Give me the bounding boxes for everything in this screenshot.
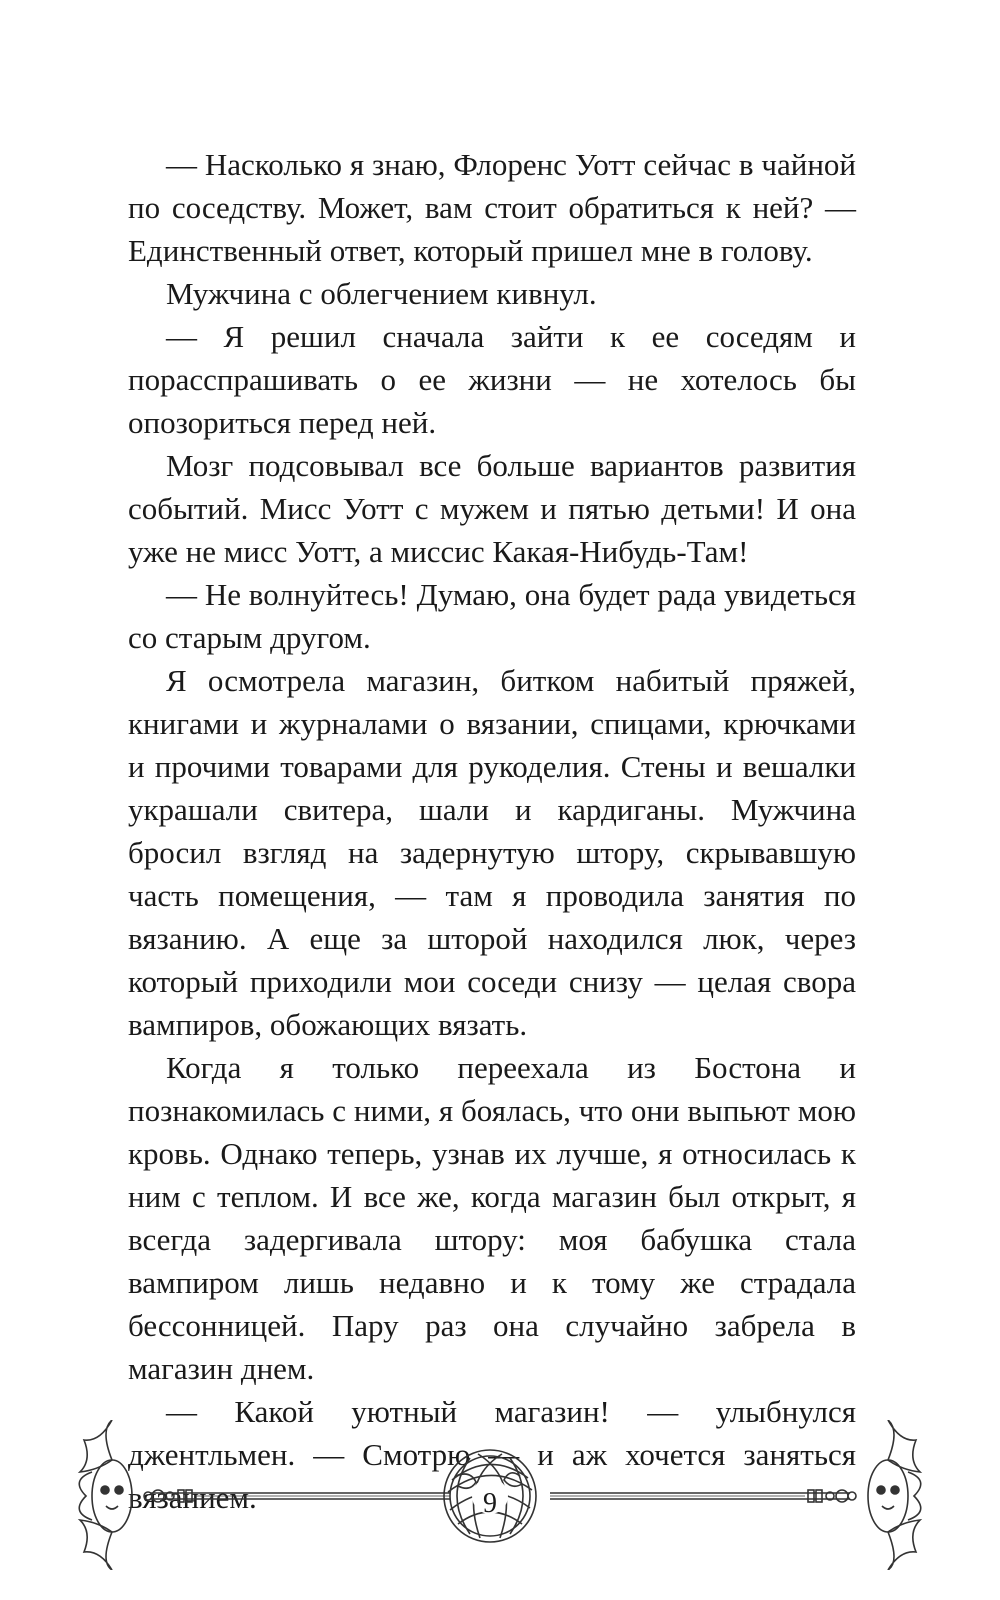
left-beads <box>144 1490 192 1502</box>
paragraph: Когда я только переехала из Бостона и познакомилась с ними, я боялась, что они выпьют мою кровь. Однако теперь, узнав их лучше, я относилась к ним с теплом. И все же, когда магазин был открыт, я всегда задергивала штору: моя бабушка стала вампиром лишь недавно и к тому же страдала бессонницей. Пару раз она случайно забрела в магазин днем. <box>128 1050 856 1386</box>
body-text <box>128 143 856 1519</box>
paragraph: — Не волнуйтесь! Думаю, она будет рада увидеться со старым другом. <box>128 577 856 655</box>
paragraph: Мужчина с облегчением кивнул. <box>166 276 597 311</box>
right-beads <box>808 1490 856 1502</box>
paragraph: — Насколько я знаю, Флоренс Уотт сейчас в чайной по соседству. Может, вам стоит обратиться к ней? — Единственный ответ, который пришел мне в голову. <box>128 147 856 268</box>
left-rod <box>150 1493 450 1499</box>
right-rod <box>550 1493 850 1499</box>
page-number: 9 <box>483 1488 497 1519</box>
right-bat-icon <box>868 1420 921 1570</box>
left-bat-icon <box>79 1420 132 1570</box>
paragraph: Мозг подсовывал все больше вариантов развития событий. Мисс Уотт с мужем и пятью детьми! И она уже не мисс Уотт, а миссис Какая-Нибудь-Там! <box>128 448 856 569</box>
paragraph: Я осмотрела магазин, битком набитый пряжей, книгами и журналами о вязании, спицами, крючками и прочими товарами для рукоделия. Стены и вешалки украшали свитера, шали и кардиганы. Мужчина бросил взгляд на задернутую штору, скрывавшую часть помещения, — там я проводила занятия по вязанию. А еще за шторой находился люк, через который приходили мои соседи снизу — целая свора вампиров, обожающих вязать. <box>128 663 856 1042</box>
paragraph: — Я решил сначала зайти к ее соседям и порасспрашивать о ее жизни — не хотелось бы опозориться перед ней. <box>128 319 856 440</box>
paragraph: — Какой уютный магазин! — улыбнулся джентльмен. — Смотрю — и аж хочется заняться вязанием. <box>128 1394 856 1515</box>
